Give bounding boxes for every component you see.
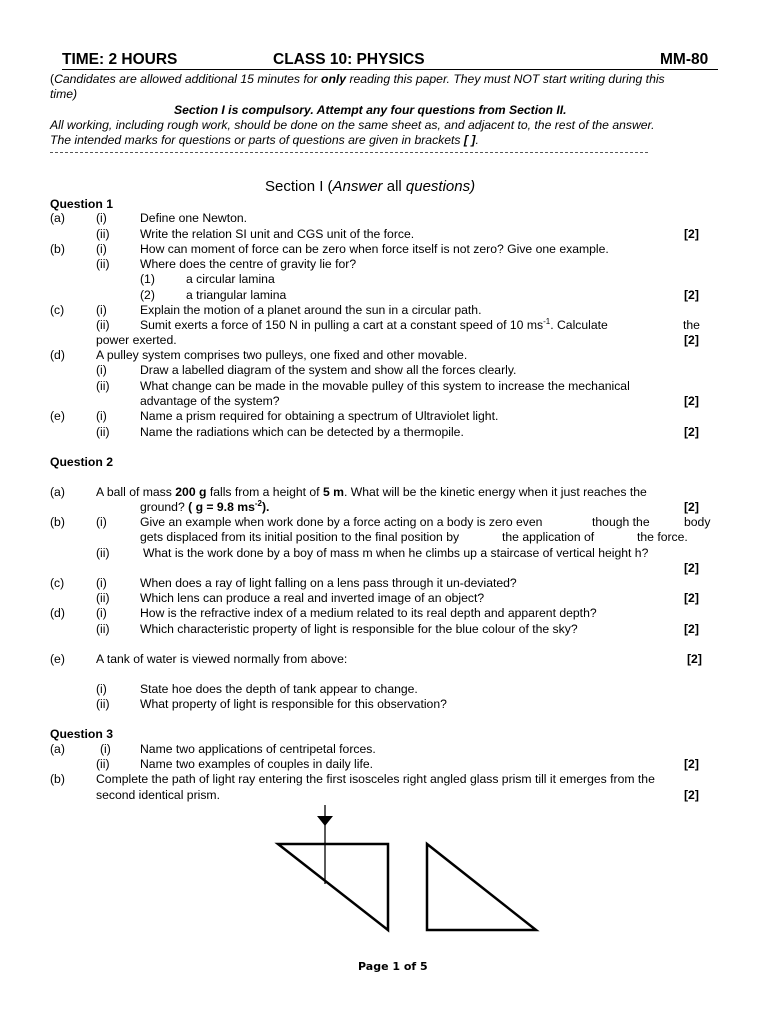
class-heading: CLASS 10: PHYSICS	[273, 51, 425, 68]
page-number: Page 1 of 5	[358, 960, 428, 973]
q2-d-label: (d)	[50, 606, 65, 620]
q1-a-label: (a)	[50, 211, 65, 225]
q2-a-mark: [2]	[684, 500, 699, 514]
q2-c-ii-text: Which lens can produce a real and inverted image of an object?	[140, 591, 485, 605]
q2-b-label: (b)	[50, 515, 65, 529]
q1-d-ii-text: What change can be made in the movable pulley of this system to increase the mechanical	[140, 379, 630, 393]
q1-b-ii-text: Where does the centre of gravity lie for?	[140, 257, 357, 271]
q1-a-i-text: Define one Newton.	[140, 211, 248, 225]
instruction-line-1: (Candidates are allowed additional 15 minutes for only reading this paper. They must NOT start writing during this	[50, 72, 665, 86]
q2-e-i-text: State hoe does the depth of tank appear to change.	[140, 682, 418, 696]
q3-b-text: Complete the path of light ray entering the first isosceles right angled glass prism till it emerges from the	[96, 772, 655, 786]
q3-a-ii-text: Name two examples of couples in daily life.	[140, 757, 374, 771]
question-3-heading: Question 3	[50, 727, 113, 741]
q2-a-label: (a)	[50, 485, 65, 499]
q3-a-label: (a)	[50, 742, 65, 756]
q1-a-i-label: (i)	[96, 211, 107, 225]
q2-b-i-text: Give an example when work done by a force acting on a body is zero even	[140, 515, 543, 529]
q2-e-mark: [2]	[687, 652, 702, 666]
q1-a-ii-label: (ii)	[96, 227, 110, 241]
q1-c-ii-the: the	[683, 318, 700, 332]
q1-d-i-label: (i)	[96, 363, 107, 377]
q2-d-i-label: (i)	[96, 606, 107, 620]
question-2-heading: Question 2	[50, 455, 113, 469]
q1-e-i-text: Name a prism required for obtaining a spectrum of Ultraviolet light.	[140, 409, 499, 423]
q1-b-i-label: (i)	[96, 242, 107, 256]
q2-b-i-label: (i)	[96, 515, 107, 529]
q2-c-ii-label: (ii)	[96, 591, 110, 605]
q2-b-i-application: the application of	[502, 530, 595, 544]
q3-a-i-label: (i)	[100, 742, 111, 756]
q1-c-i-text: Explain the motion of a planet around the sun in a circular path.	[140, 303, 482, 317]
q2-a-text-2: ground? ( g = 9.8 $ms^{-2}$).	[140, 498, 270, 514]
q3-a-ii-label: (ii)	[96, 757, 110, 771]
q1-b-2-label: (2)	[140, 288, 155, 302]
q1-e-label: (e)	[50, 409, 65, 423]
q1-a-ii-text: Write the relation SI unit and CGS unit of the force.	[140, 227, 415, 241]
q1-b-ii-label: (ii)	[96, 257, 110, 271]
q2-b-i-body: body	[684, 515, 711, 529]
compulsory-note: Section I is compulsory. Attempt any four questions from Section II.	[174, 103, 567, 117]
q2-c-mark: [2]	[684, 591, 699, 605]
q2-e-ii-label: (ii)	[96, 697, 110, 711]
time-heading: TIME: 2 HOURS	[62, 51, 178, 68]
q2-b-ii-text: What is the work done by a boy of mass m when he climbs up a staircase of vertical height h?	[143, 546, 649, 560]
q1-c-ii-text: Sumit exerts a force of 150 N in pulling a cart at a constant speed of 10 $ms^{-1}$. Calculate	[140, 316, 608, 332]
question-1-heading: Question 1	[50, 197, 113, 211]
q1-b-mark: [2]	[684, 288, 699, 302]
q2-b-ii-label: (ii)	[96, 546, 110, 560]
q1-d-ii-label: (ii)	[96, 379, 110, 393]
section-1-title: Section I (Answer all questions)	[265, 178, 476, 195]
q2-c-i-label: (i)	[96, 576, 107, 590]
q1-e-ii-label: (ii)	[96, 425, 110, 439]
q2-c-i-text: When does a ray of light falling on a lens pass through it un-deviated?	[140, 576, 517, 590]
marks-heading: MM-80	[660, 51, 709, 68]
q1-b-label: (b)	[50, 242, 65, 256]
q1-c-ii-label: (ii)	[96, 318, 110, 332]
instruction-line-2: time)	[50, 87, 78, 101]
dashed-separator	[50, 152, 648, 153]
q1-d-i-text: Draw a labelled diagram of the system and show all the forces clearly.	[140, 363, 517, 377]
q1-d-ii-text-2: advantage of the system?	[140, 394, 280, 408]
q2-e-i-label: (i)	[96, 682, 107, 696]
q1-d-label: (d)	[50, 348, 65, 362]
header-underline	[62, 69, 718, 70]
q2-e-label: (e)	[50, 652, 65, 666]
q2-d-mark: [2]	[684, 622, 699, 636]
q2-d-ii-text: Which characteristic property of light is responsible for the blue colour of the sky?	[140, 622, 578, 636]
q1-e-ii-text: Name the radiations which can be detected by a thermopile.	[140, 425, 464, 439]
q2-e-ii-text: What property of light is responsible for this observation?	[140, 697, 447, 711]
q2-b-i-though: though the	[592, 515, 650, 529]
q1-b-i-text: How can moment of force can be zero when force itself is not zero? Give one example.	[140, 242, 609, 256]
q3-b-text-2: second identical prism.	[96, 788, 220, 802]
working-note: All working, including rough work, should be done on the same sheet as, and adjacent to, the rest of the answer.	[50, 118, 655, 132]
q2-b-i-force: the force.	[637, 530, 688, 544]
q1-c-mark: [2]	[684, 333, 699, 347]
q2-b-i-text-2: gets displaced from its initial position to the final position by	[140, 530, 460, 544]
q2-a-text: A ball of mass 200 g falls from a height of 5 m. What will be the kinetic energy when it just reaches the	[96, 485, 647, 499]
q3-a-mark: [2]	[684, 757, 699, 771]
second-prism	[427, 844, 536, 930]
q3-a-i-text: Name two applications of centripetal forces.	[140, 742, 376, 756]
q1-a-mark: [2]	[684, 227, 699, 241]
ray-arrow-icon	[317, 816, 333, 826]
q1-d-mark: [2]	[684, 394, 699, 408]
prism-diagram	[270, 800, 550, 940]
q1-b-1-label: (1)	[140, 272, 155, 286]
q1-e-mark: [2]	[684, 425, 699, 439]
q2-b-mark: [2]	[684, 561, 699, 575]
q1-c-label: (c)	[50, 303, 65, 317]
q1-e-i-label: (i)	[96, 409, 107, 423]
first-prism	[278, 844, 388, 930]
q2-d-ii-label: (ii)	[96, 622, 110, 636]
q3-b-mark: [2]	[684, 788, 699, 802]
q1-c-power: power exerted.	[96, 333, 177, 347]
q2-c-label: (c)	[50, 576, 65, 590]
q1-b-2-text: a triangular lamina	[186, 288, 287, 302]
q2-e-text: A tank of water is viewed normally from above:	[96, 652, 348, 666]
q1-d-text: A pulley system comprises two pulleys, one fixed and other movable.	[96, 348, 468, 362]
q1-b-1-text: a circular lamina	[186, 272, 275, 286]
q2-d-i-text: How is the refractive index of a medium related to its real depth and apparent depth?	[140, 606, 597, 620]
q1-c-i-label: (i)	[96, 303, 107, 317]
q3-b-label: (b)	[50, 772, 65, 786]
marks-note: The intended marks for questions or parts of questions are given in brackets [ ].	[50, 133, 479, 147]
